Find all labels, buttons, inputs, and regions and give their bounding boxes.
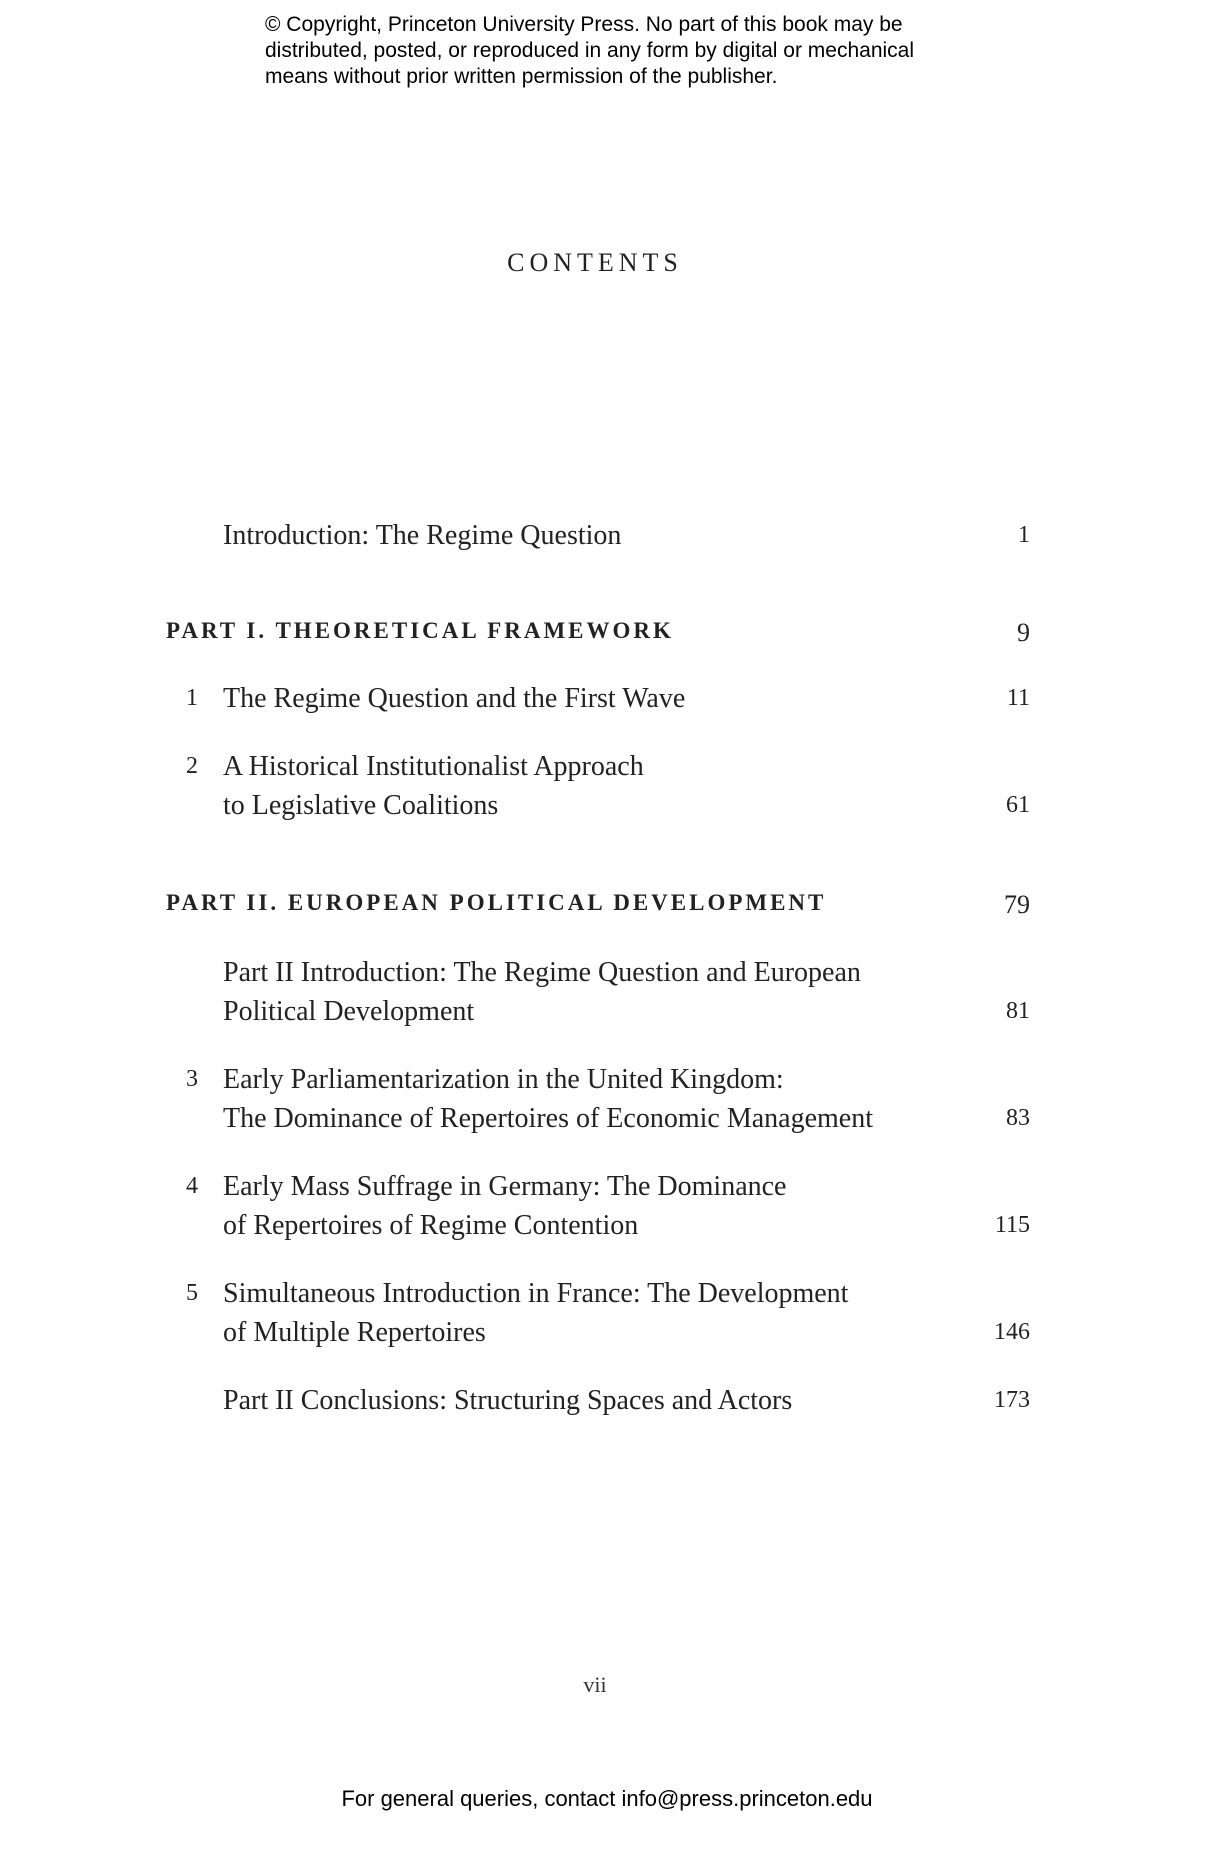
toc-title-line: A Historical Institutionalist Approach (223, 751, 644, 782)
toc-title-line: of Multiple Repertoires (223, 1317, 486, 1348)
toc-entry-page: 83 (1006, 1105, 1030, 1131)
toc-chapter-number: 4 (186, 1173, 198, 1199)
toc-entry-title (223, 747, 923, 825)
toc-entry-page: 1 (1018, 522, 1030, 548)
toc-title-line: Early Mass Suffrage in Germany: The Dominance (223, 1171, 787, 1202)
toc-title-line: Early Parliamentarization in the United Kingdom: (223, 1064, 784, 1095)
toc-chapter-number: 2 (186, 753, 198, 779)
toc-title-line: Part II Introduction: The Regime Question and European (223, 957, 861, 988)
toc-part-title: PART II. EUROPEAN POLITICAL DEVELOPMENT (166, 890, 827, 915)
toc-part-title: PART I. THEORETICAL FRAMEWORK (166, 618, 674, 643)
copyright-line: distributed, posted, or reproduced in any form by digital or mechanical (265, 39, 915, 62)
toc-title-line: Political Development (223, 996, 475, 1027)
toc-entry-title (223, 1274, 923, 1352)
copyright-notice (265, 12, 1005, 90)
toc-chapter-number: 1 (186, 685, 198, 711)
toc-entry-page: 11 (1006, 685, 1030, 711)
toc-entry-title (223, 1060, 923, 1138)
copyright-line: © Copyright, Princeton University Press. No part of this book may be (265, 13, 903, 36)
toc-entry-page: 173 (994, 1387, 1030, 1413)
contents-heading: CONTENTS (507, 248, 683, 277)
toc-title-line: The Dominance of Repertoires of Economic Management (223, 1103, 873, 1134)
toc-title-line: Simultaneous Introduction in France: The Development (223, 1278, 849, 1309)
toc-entry-title: Part II Conclusions: Structuring Spaces and Actors (223, 1385, 793, 1416)
toc-entry-title: Introduction: The Regime Question (223, 520, 622, 551)
toc-entry-title (223, 953, 923, 1031)
toc-part-page: 79 (1004, 890, 1030, 919)
toc-title-line: of Repertoires of Regime Contention (223, 1210, 639, 1241)
toc-entry-page: 146 (994, 1319, 1030, 1345)
toc-entry-title: The Regime Question and the First Wave (223, 683, 686, 714)
footer-contact: For general queries, contact info@press.princeton.edu (341, 1786, 873, 1811)
toc-title-line: to Legislative Coalitions (223, 790, 499, 821)
toc-entry-page: 61 (1006, 792, 1030, 818)
toc-chapter-number: 3 (186, 1066, 198, 1092)
toc-entry-page: 81 (1006, 998, 1030, 1024)
toc-part-page: 9 (1017, 618, 1030, 647)
toc-entry-page: 115 (994, 1212, 1030, 1238)
copyright-line: means without prior written permission of the publisher. (265, 65, 778, 88)
toc-chapter-number: 5 (186, 1280, 198, 1306)
toc-entry-title (223, 1167, 923, 1245)
page-number: vii (583, 1672, 607, 1697)
